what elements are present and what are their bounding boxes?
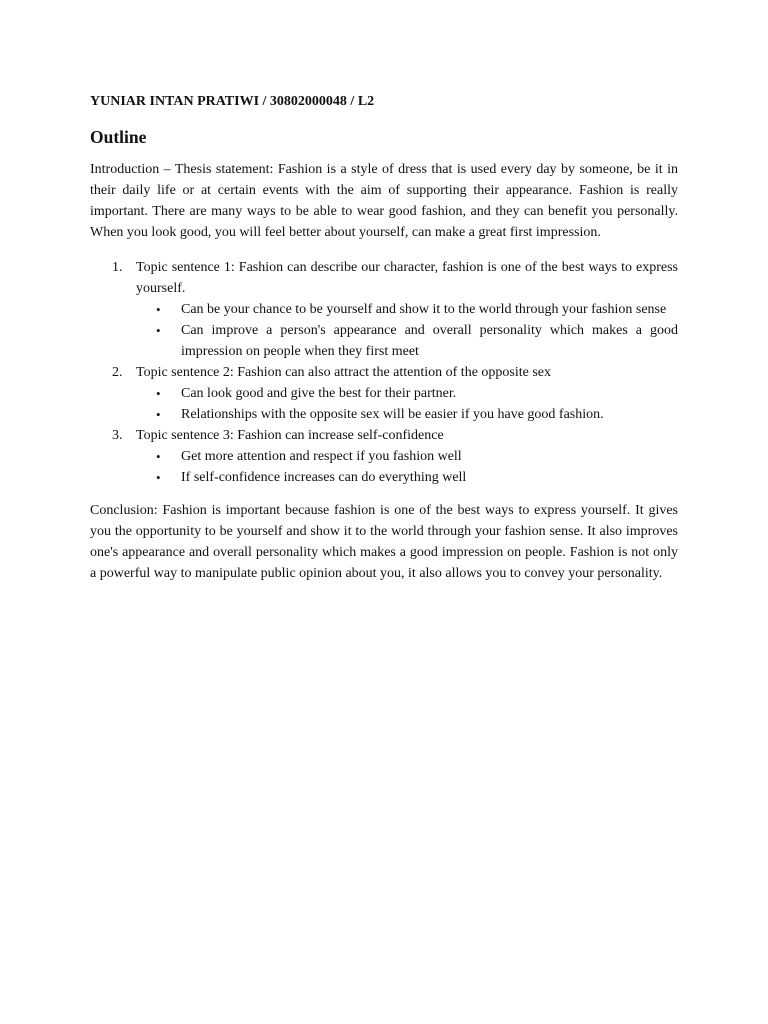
topic-item-3 (90, 425, 678, 488)
bullet-text: Relationships with the opposite sex will be easier if you have good fashion. (181, 407, 604, 422)
bullet-item (136, 467, 678, 488)
topic-number: 1. (112, 260, 123, 275)
topic-list (90, 257, 678, 488)
document-content (90, 92, 678, 584)
topic-bullet-list (136, 383, 678, 425)
topic-item-1 (90, 257, 678, 362)
conclusion-paragraph: Conclusion: Fashion is important because fashion is one of the best ways to express yourself. It gives you the opportunity to be yourself and show it to the world through your fashion sense. It also improves one's appearance and overall personality which makes a good impression on people. Fashion is not only a powerful way to manipulate public opinion about you, it also allows you to convey your personality. (90, 503, 678, 581)
bullet-icon: • (156, 470, 161, 485)
author-header: YUNIAR INTAN PRATIWI / 30802000048 / L2 (90, 94, 375, 109)
topic-sentence: Topic sentence 1: Fashion can describe our character, fashion is one of the best ways to express yourself. (136, 260, 678, 296)
topic-number: 3. (112, 428, 123, 443)
topic-sentence: Topic sentence 3: Fashion can increase self-confidence (136, 428, 444, 443)
topic-sentence: Topic sentence 2: Fashion can also attract the attention of the opposite sex (136, 365, 552, 380)
introduction-paragraph: Introduction – Thesis statement: Fashion is a style of dress that is used every day by someone, be it in their daily life or at certain events with the aim of supporting their appearance. Fashion is really important. There are many ways to be able to wear good fashion, and they can benefit you personally. When you look good, you will feel better about yourself, can make a great first impression. (90, 162, 678, 240)
bullet-item (136, 299, 678, 320)
bullet-text: Can improve a person's appearance and overall personality which makes a good impression on people when they first meet (181, 323, 678, 359)
topic-bullet-list (136, 446, 678, 488)
bullet-item (136, 383, 678, 404)
bullet-item (136, 446, 678, 467)
topic-number: 2. (112, 365, 123, 380)
bullet-icon: • (156, 407, 161, 422)
bullet-icon: • (156, 449, 161, 464)
bullet-text: Can look good and give the best for their partner. (181, 386, 457, 401)
topic-item-2 (90, 362, 678, 425)
page-title: Outline (90, 127, 147, 147)
bullet-text: If self-confidence increases can do everything well (181, 470, 467, 485)
topic-bullet-list (136, 299, 678, 362)
bullet-icon: • (156, 302, 161, 317)
bullet-text: Get more attention and respect if you fashion well (181, 449, 462, 464)
bullet-item (136, 320, 678, 362)
bullet-icon: • (156, 386, 161, 401)
bullet-icon: • (156, 323, 161, 338)
bullet-item (136, 404, 678, 425)
bullet-text: Can be your chance to be yourself and show it to the world through your fashion sense (181, 302, 667, 317)
